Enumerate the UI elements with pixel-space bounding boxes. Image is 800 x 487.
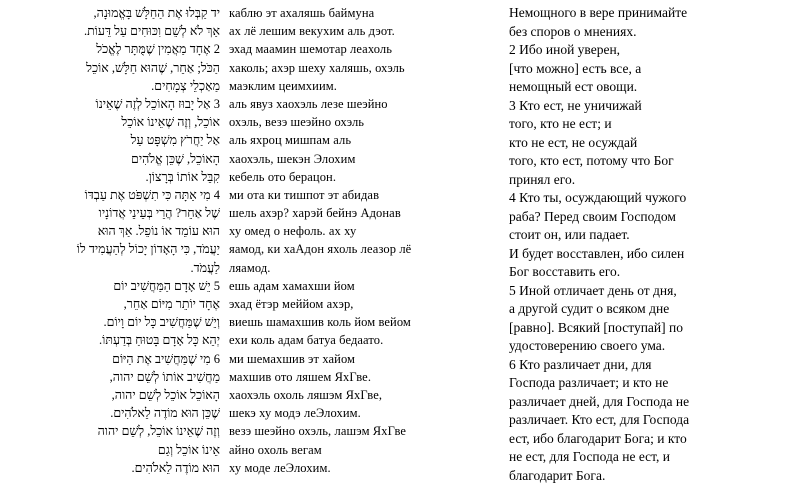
- russian-translation-column: [509, 4, 799, 485]
- russian-line: 3 Кто ест, не уничижай: [509, 97, 642, 113]
- russian-line: принял его.: [509, 171, 576, 187]
- russian-line: благодарит Бога.: [509, 467, 606, 483]
- hebrew-line: אֵינוֹ אוֹכֵל וְגַם: [157, 442, 220, 457]
- hebrew-line: וְיֵשׁ שֶׁמַּחֲשִׁיב כָּל יוֹם וָיוֹם.: [103, 315, 220, 330]
- hebrew-line: לַעֲמֹד.: [190, 260, 220, 275]
- transliteration-line: охэль, везэ шеэйно охэль: [229, 115, 365, 130]
- russian-line: [что можно] есть все, а: [509, 60, 642, 76]
- transliteration-line: ми ота ки тишпот эт абидав: [229, 187, 380, 202]
- hebrew-line: 6 מִי שֶׁמַּחֲשִׁיב אֶת הַיּוֹם: [112, 351, 220, 366]
- hebrew-line: 2 אֶחָד מַאֲמִין שֶׁמֻּתָּר לֶאֱכֹל: [96, 42, 220, 57]
- russian-line: удостоверению своего ума.: [509, 338, 666, 353]
- transliteration-line: хаохэль охоль ляшэм ЯхГве,: [229, 387, 383, 402]
- hebrew-line: אֶחָד יוֹתֵר מִיּוֹם אַחֵר,: [123, 297, 220, 311]
- russian-line: ест, ибо благодарит Бога; и кто: [509, 430, 687, 446]
- russian-line: Немощного в вере принимайте: [509, 5, 688, 20]
- transliteration-line: хаохэль, шекэн Элохим: [229, 151, 356, 166]
- hebrew-line: מַאַכְלֵי צְמָחִים.: [151, 78, 220, 93]
- transliteration-line: везэ шеэйно охэль, лашэм ЯхГве: [229, 424, 407, 439]
- hebrew-line: 3 אַל יָבוּז הָאוֹכֵל לְזֶה שֶׁאֵינוֹ: [95, 96, 220, 111]
- hebrew-line: הוּא מוֹדֶה לֵאלֹהִים.: [131, 460, 220, 475]
- transliteration-line: ми шемахшив эт хайом: [229, 351, 356, 366]
- transliteration-line: ху моде леЭлохим.: [229, 460, 331, 475]
- hebrew-line: יַעֲמֹד, כִּי הָאָדוֹן יָכוֹל לְהַעֲמִיד לוֹ: [76, 242, 220, 257]
- transliteration-line: маэклим цеимхиим.: [229, 78, 337, 93]
- russian-line: 4 Кто ты, осуждающий чужого: [509, 190, 687, 205]
- hebrew-line: יְהֵא כָּל אָדָם בָּטוּחַ בְּדַעְתּוֹ.: [99, 333, 220, 348]
- transliteration-line: шекэ ху модэ леЭлохим.: [229, 406, 361, 421]
- russian-line: того, кто ест, потому что Бог: [509, 153, 674, 168]
- hebrew-line: אַךְ לֹא לְשֵׁם וִכּוּחִים עַל דֵּעוֹת.: [83, 24, 220, 39]
- transliteration-line: виешь шамахшив коль йом вейом: [229, 315, 411, 330]
- transliteration-line: ах лё лешим векухим аль дэот.: [229, 24, 395, 39]
- transliteration-line: аль яхроц мишпам аль: [229, 133, 352, 148]
- hebrew-line: יד קַבְּלוּ אֶת הַחַלָּשׁ בָּאֱמוּנָה,: [93, 6, 220, 20]
- hebrew-line: הַכֹּל; אַחֵר, שֶׁהוּא חַלָּשׁ, אוֹכֵל: [86, 60, 220, 75]
- transliteration-line: эхад ётэр меййом ахэр,: [229, 297, 354, 311]
- russian-line: а другой судит о всяком дне: [509, 301, 670, 316]
- hebrew-line: אוֹכֵל, וְזֶה שֶׁאֵינוֹ אוֹכֵל: [121, 115, 220, 130]
- transliteration-line: айно охоль вегам: [229, 442, 322, 457]
- hebrew-line: אַל יַחֲרֹץ מִשְׁפָּט עַל: [130, 133, 220, 148]
- transliteration-line: кебель ото берацон.: [229, 169, 337, 184]
- hebrew-line: שֶׁכֵּן הוּא מוֹדֶה לֵאלֹהִים.: [110, 406, 220, 421]
- transliteration-line: хаколь; ахэр шеху халяшь, охэль: [229, 60, 405, 75]
- hebrew-line: וְזֶה שֶׁאֵינוֹ אוֹכֵל, לְשֵׁם יהוה: [97, 424, 220, 439]
- hebrew-text-column: [50, 4, 220, 477]
- transliteration-line: махшив ото ляшем ЯхГве.: [229, 369, 372, 384]
- russian-line: И будет восставлен, ибо силен: [509, 245, 685, 261]
- russian-line: 2 Ибо иной уверен,: [509, 42, 621, 57]
- hebrew-line: הוּא עוֹמֵד אוֹ נוֹפֵל. אַךְ הוּא: [97, 224, 220, 239]
- russian-line: Бог восставить его.: [509, 264, 621, 279]
- hebrew-line: 5 יֵשׁ אָדָם הַמַּחֲשִׁיב יוֹם: [113, 278, 220, 293]
- russian-line: того, кто не ест; и: [509, 116, 612, 131]
- russian-line: без споров о мнениях.: [509, 23, 637, 39]
- hebrew-line: קִבֵּל אוֹתוֹ בְּרָצוֹן.: [145, 169, 220, 184]
- russian-line: 6 Кто различает дни, для: [509, 356, 652, 372]
- transliteration-line: ешь адам хамахши йом: [229, 278, 355, 293]
- hebrew-line: 4 מִי אַתָּה כִּי תִשְׁפֹּט אֶת עַבְדּוֹ: [84, 187, 220, 202]
- russian-line: стоит он, или падает.: [509, 227, 630, 242]
- russian-line: не ест, для Господа не ест, и: [509, 449, 671, 464]
- hebrew-line: הָאוֹכֵל, שֶׁכֵּן אֱלֹהִים: [131, 151, 220, 166]
- russian-line: Господа различает; и кто не: [509, 375, 669, 390]
- hebrew-line: מַחֲשִׁיב אוֹתוֹ לְשֵׁם יהוה,: [109, 369, 220, 384]
- transliteration-line: ху омед о нефоль. ах ху: [229, 224, 357, 239]
- transliteration-line: эхад маамин шемотар леахоль: [229, 42, 393, 57]
- transliteration-line: шель ахэр? харэй бейнэ Адонав: [229, 206, 401, 221]
- transliteration-line: ехи коль адам батуа бедаато.: [229, 333, 384, 348]
- hebrew-line: שֶׁל אַחֵר? הֲרֵי בְּעֵינֵי אֲדוֹנָיו: [98, 206, 220, 221]
- russian-line: различает. Кто ест, для Господа: [509, 412, 690, 427]
- hebrew-line: הָאוֹכֵל אוֹכֵל לְשֵׁם יהוה,: [111, 387, 220, 402]
- transliteration-line: яамод, ки хаАдон яхоль леазор лё: [229, 242, 412, 257]
- russian-line: раба? Перед своим Господом: [509, 208, 676, 224]
- russian-line: немощный ест овощи.: [509, 79, 638, 94]
- transliteration-line: ляамод.: [229, 260, 271, 275]
- russian-line: различает дней, для Господа не: [509, 393, 690, 409]
- russian-line: [равно]. Всякий [поступай] по: [509, 319, 683, 335]
- transliteration-column: [229, 4, 469, 477]
- transliteration-line: каблю эт ахаляшь баймуна: [229, 6, 375, 20]
- russian-line: кто не ест, не осуждай: [509, 134, 638, 150]
- transliteration-line: аль явуз хаохэль лезе шеэйно: [229, 96, 388, 111]
- russian-line: 5 Иной отличает день от дня,: [509, 282, 677, 298]
